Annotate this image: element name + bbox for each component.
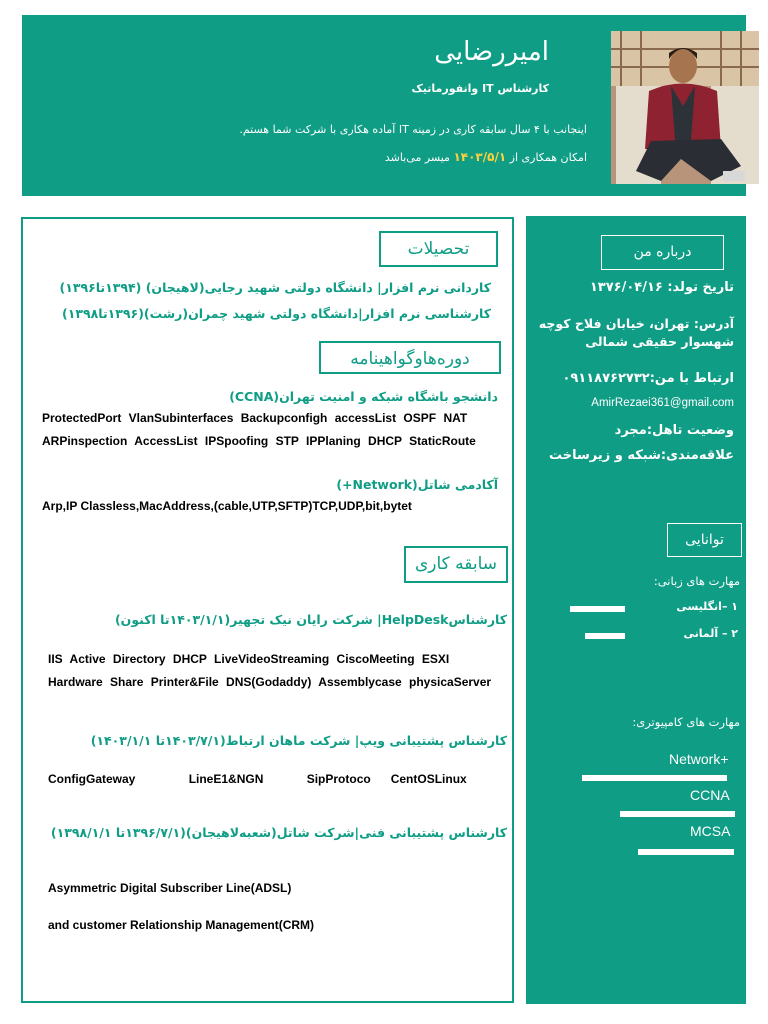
- candidate-name: امیررضایی: [434, 37, 549, 67]
- education-heading: تحصیلات: [379, 231, 498, 267]
- course-title: آکادمی شاتل(Network+): [336, 477, 498, 492]
- job-title: کارشناس IT وانفورماتیک: [411, 82, 549, 95]
- experience-title: کارشناس پشتیبانی ویپ| شرکت ماهان ارتباط(۱۴۰۳/۷/۱تا ۱۴۰۳/۱/۱): [90, 733, 507, 748]
- computer-skill-bar: [582, 775, 727, 781]
- computer-skill-bar: [638, 849, 734, 855]
- experience-skills-line: and customer Relationship Management(CRM): [48, 918, 315, 932]
- computer-skill-label: Network+: [669, 751, 729, 767]
- about-heading: درباره من: [601, 235, 724, 270]
- address-line: آدرس: تهران، خیابان فلاح کوچه: [538, 316, 734, 331]
- availability-suffix: میسر می‌باشد: [384, 151, 450, 164]
- computer-skills-heading: مهارت های کامپیوتری:: [632, 715, 740, 729]
- availability-date: ۱۴۰۳/۵/۱: [453, 150, 507, 164]
- experience-title: کارشناسHelpDesk| شرکت رایان نیک تجهیر(۱۴۰۳/۱/۱تا اکنون): [114, 612, 507, 627]
- language-label: ۲ – آلمانی: [683, 627, 738, 640]
- availability-text: [385, 150, 587, 164]
- experience-heading: سابقه کاری: [404, 546, 508, 583]
- experience-skills-line: Asymmetric Digital Subscriber Line(ADSL): [48, 881, 292, 895]
- computer-skill-bar: [620, 811, 735, 817]
- intro-text: اینجانب با ۴ سال سابقه کاری در زمینه IT آماده هکاری با شرکت شما هستم.: [239, 123, 587, 136]
- address-line: شهسوار حقیقی شمالی: [585, 334, 734, 349]
- marital-status: وضعیت تاهل:مجرد: [614, 423, 734, 438]
- interests: علاقه‌مندی:شبکه و زیرساخت: [548, 448, 734, 463]
- language-label: ۱ –انگلیسی: [676, 600, 738, 613]
- birth-date: تاریخ تولد: ۱۳۷۶/۰۴/۱۶: [589, 280, 734, 295]
- experience-title: کارشناس پشتیبانی فنی|شرکت شاتل(شعبه‌لاهیجان)(۱۳۹۶/۷/۱تا ۱۳۹۸/۱/۱): [50, 825, 507, 840]
- header-banner: [22, 15, 746, 196]
- courses-heading: دوره‌هاوگواهینامه: [319, 341, 501, 374]
- course-skills-line: ARPinspection AccessList IPSpoofing STP IPPlaning DHCP StaticRoute: [42, 434, 476, 448]
- language-level-bar: [570, 606, 625, 612]
- experience-skills-line: IIS Active Directory DHCP LiveVideoStreaming CiscoMeeting ESXI: [48, 652, 450, 666]
- experience-skills-line: ConfigGateway LineE1&NGN SipProtoco CentOSLinux: [48, 772, 467, 786]
- computer-skill-label: CCNA: [690, 787, 730, 803]
- abilities-heading: توانایی: [667, 523, 742, 557]
- phone-contact: ارتباط با من:۰۹۱۱۸۷۶۲۷۳۲: [562, 371, 734, 386]
- language-level-bar: [585, 633, 625, 639]
- course-skills-line: ProtectedPort VlanSubinterfaces Backupconfigh accessList OSPF NAT: [42, 411, 468, 425]
- experience-skills-line: Hardware Share Printer&File DNS(Godaddy) Assemblycase physicaServer: [48, 675, 492, 689]
- education-item: کارشناسی نرم افزار|دانشگاه دولتی شهید چمران(رشت)(۱۳۹۶تا۱۳۹۸): [62, 306, 491, 321]
- profile-photo: [611, 31, 759, 184]
- computer-skill-label: MCSA: [690, 823, 731, 839]
- language-skills-heading: مهارت های زبانی:: [653, 574, 740, 588]
- person-photo-icon: [611, 31, 759, 184]
- education-item: کاردانی نرم افزار| دانشگاه دولتی شهید رجایی(لاهیجان) (۱۳۹۴تا۱۳۹۶): [59, 280, 491, 295]
- availability-prefix: امکان همکاری از: [509, 151, 587, 164]
- email-address[interactable]: AmirRezaei361@gmail.com: [591, 397, 734, 409]
- course-skills-line: Arp,IP Classless,MacAddress,(cable,UTP,SFTP)TCP,UDP,bit,bytet: [42, 499, 412, 513]
- course-title: دانشجو باشگاه شبکه و امنیت تهران(CCNA): [229, 389, 498, 404]
